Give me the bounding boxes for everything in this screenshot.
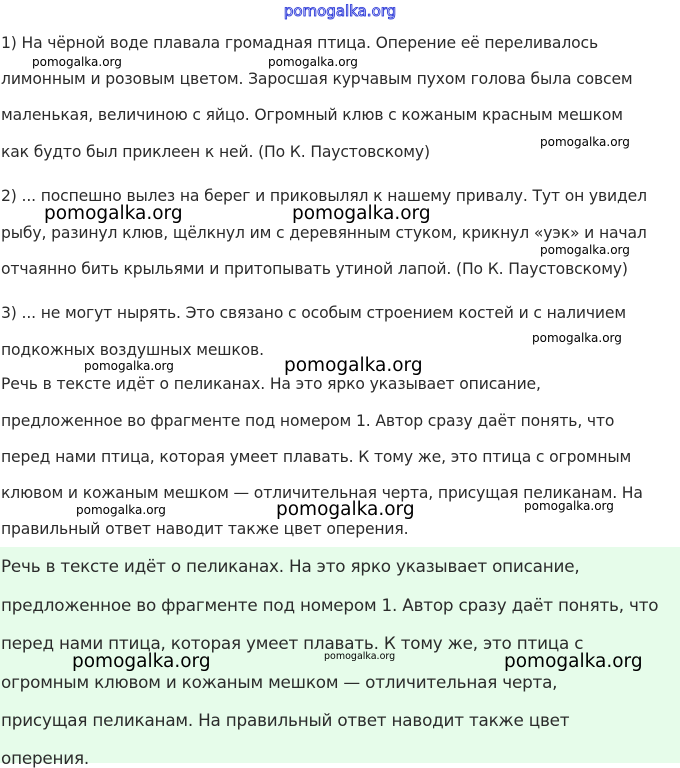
answer-line: Речь в тексте идёт о пеликанах. На это ярко указывает описание,: [1, 375, 541, 393]
fragment1-line: маленькая, величиною с яйцо. Огромный клюв с кожаным красным мешком: [1, 106, 623, 124]
answer-line: клювом и кожаным мешком — отличительная черта, присущая пеликанам. На: [1, 484, 643, 502]
watermark: pomogalka.org: [540, 243, 630, 257]
fragment3-line: 3) ... не могут нырять. Это связано с особым строением костей и с наличием: [1, 304, 626, 322]
fragment2-line: 2) ... поспешно вылез на берег и приковылял к нашему привалу. Тут он увидел: [1, 187, 647, 205]
highlighted-answer-line: предложенное во фрагменте под номером 1. Автор сразу даёт понять, что: [1, 595, 659, 615]
watermark: pomogalka.org: [532, 331, 622, 345]
highlighted-answer-line: присущая пеликанам. На правильный ответ наводит также цвет: [1, 710, 570, 730]
watermark: pomogalka.org: [84, 359, 174, 373]
highlighted-answer-line: огромным клювом и кожаным мешком — отличительная черта,: [1, 672, 558, 692]
watermark: pomogalka.org: [32, 55, 122, 69]
highlighted-answer-line: Речь в тексте идёт о пеликанах. На это ярко указывает описание,: [1, 556, 580, 576]
watermark: pomogalka.org: [284, 355, 423, 376]
watermark: pomogalka.org: [268, 55, 358, 69]
answer-line: предложенное во фрагменте под номером 1. Автор сразу даёт понять, что: [1, 412, 615, 430]
fragment1-line: как будто был приклеен к ней. (По К. Паустовскому): [1, 143, 430, 161]
watermark: pomogalka.org: [324, 651, 396, 662]
watermark: pomogalka.org: [276, 499, 415, 520]
watermark: pomogalka.org: [292, 203, 431, 224]
watermark: pomogalka.org: [72, 651, 211, 672]
site-watermark-header: pomogalka.org: [283, 2, 397, 20]
fragment3-line: подкожных воздушных мешков.: [1, 341, 264, 359]
fragment1-line: лимонным и розовым цветом. Заросшая курчавым пухом голова была совсем: [1, 70, 633, 88]
watermark: pomogalka.org: [540, 135, 630, 149]
highlighted-answer-line: оперения.: [1, 748, 90, 768]
answer-line: правильный ответ наводит также цвет оперения.: [1, 520, 409, 538]
fragment1-line: 1) На чёрной воде плавала громадная птица. Оперение её переливалось: [1, 34, 598, 52]
fragment2-line: отчаянно бить крыльями и притопывать утиной лапой. (По К. Паустовскому): [1, 260, 628, 278]
watermark: pomogalka.org: [504, 651, 643, 672]
watermark: pomogalka.org: [524, 499, 614, 513]
watermark: pomogalka.org: [44, 203, 183, 224]
fragment2-line: рыбу, разинул клюв, щёлкнул им с деревянным стуком, крикнул «уэк» и начал: [1, 224, 647, 242]
answer-line: перед нами птица, которая умеет плавать. К тому же, это птица с огромным: [1, 448, 632, 466]
watermark: pomogalka.org: [76, 503, 166, 517]
highlighted-answer-line: перед нами птица, которая умеет плавать. К тому же, это птица с: [1, 633, 584, 653]
